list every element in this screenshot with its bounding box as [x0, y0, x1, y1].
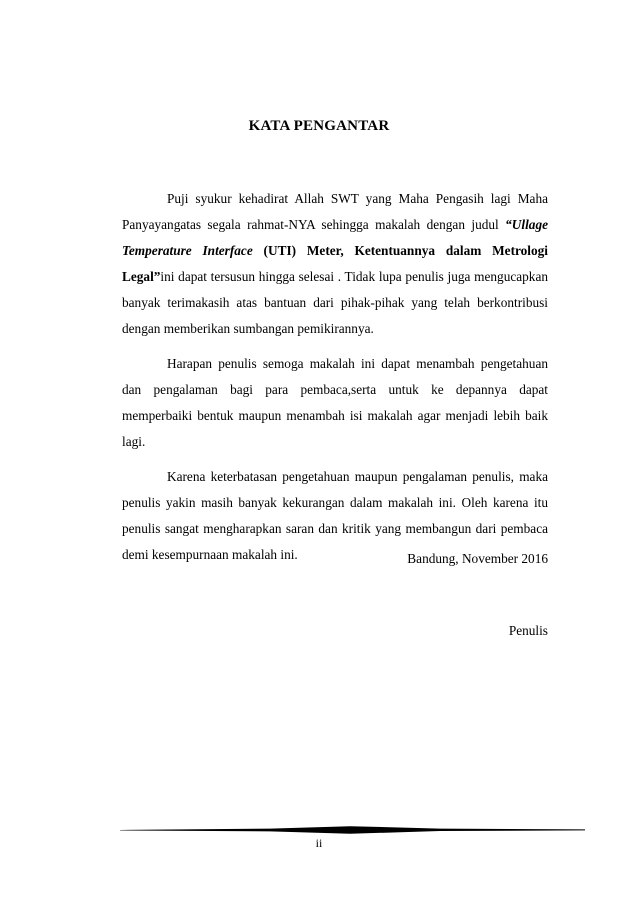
page-title: KATA PENGANTAR [248, 118, 390, 134]
paper-title-italic: “Ullage Temperature Interface [122, 217, 548, 258]
paper-title-bold: (UTI) Meter, Ketentuannya dalam Metrologi Legal” [122, 243, 548, 284]
place-date: Bandung, November 2016 [407, 551, 548, 566]
body-text [122, 186, 548, 568]
author-signature: Penulis [508, 623, 548, 638]
paragraph-2: Harapan penulis semoga makalah ini dapat menambah pengetahuan dan pengalaman bagi para pembaca,serta untuk ke depannya dapat memperbaiki bentuk maupun menambah isi makalah agar menjadi lebih baik lagi. [122, 356, 548, 449]
paragraph-1-text-a: Puji syukur kehadirat Allah SWT yang Maha Pengasih lagi Maha Panyayangatas segala rahmat-NYA sehingga makalah dengan judul [122, 191, 548, 232]
paragraph-1 [122, 186, 548, 342]
paragraph-1-text-d: ini dapat tersusun hingga selesai . Tidak lupa penulis juga mengucapkan banyak terimakasih atas bantuan dari pihak-pihak yang telah berkontribusi dengan memberikan sumbangan pemikirannya. [122, 269, 548, 336]
footer-rule-divider [120, 826, 585, 834]
page-number: ii [315, 836, 323, 850]
paragraph-3: Karena keterbatasan pengetahuan maupun pengalaman penulis, maka penulis yakin masih banyak kekurangan dalam makalah ini. Oleh karena itu penulis sangat mengharapkan saran dan kritik yang membangun dari pembaca demi kesempurnaan makalah ini. [122, 469, 548, 562]
